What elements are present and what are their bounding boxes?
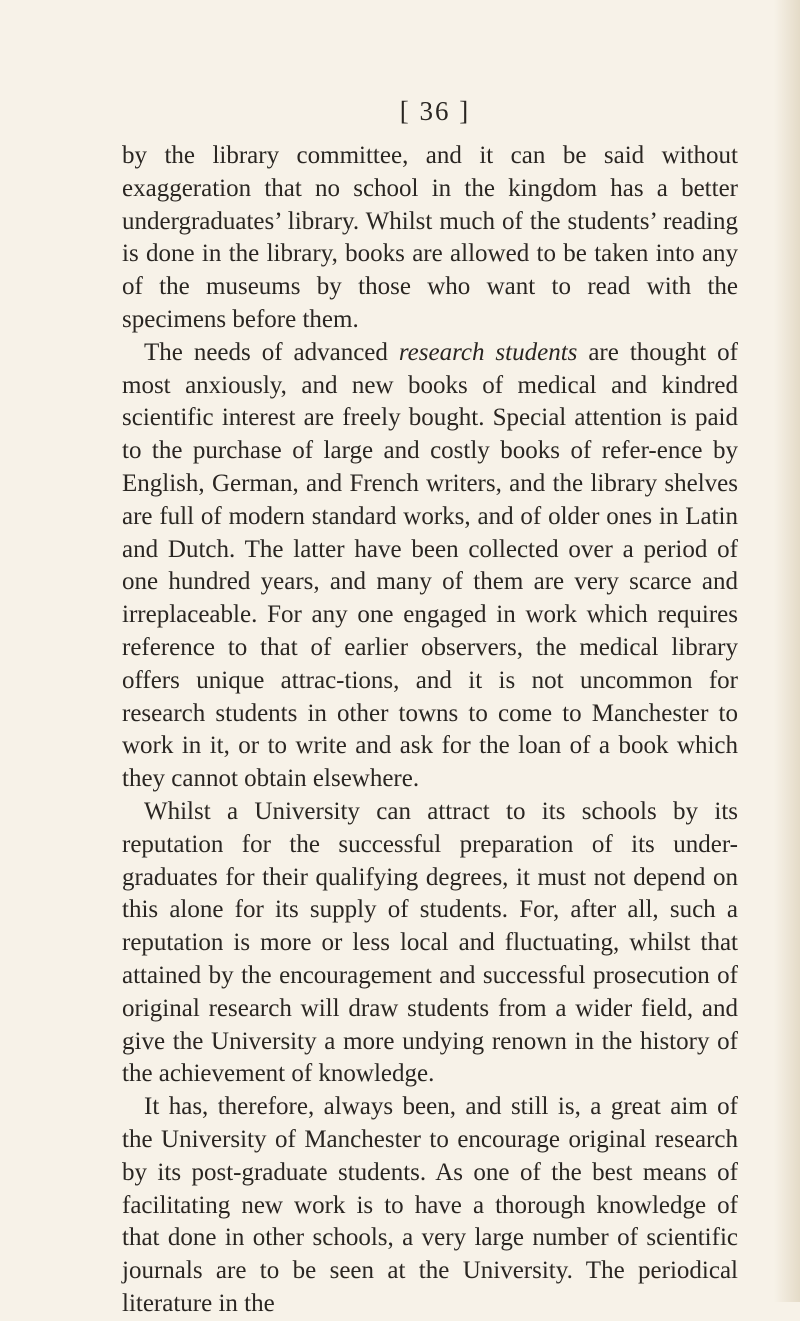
paragraph-2-rest: are thought of most anxiously, and new books of medical and kindred scientific interest are freely bought. Special attention is paid to the purchase of large and costly books of refer-ence by English, German, and French writers, and the library shelves are full of modern standard works, and of older ones in Latin and Dutch. The latter have been collected over a period of one hundred years, and many of them are very scarce and irreplaceable. For any one engaged in work which requires reference to that of earlier observers, the medical library offers unique attrac-tions, and it is not uncommon for research students in other towns to come to Manchester to work in it, or to write and ask for the loan of a book which they cannot obtain elsewhere.: [122, 338, 738, 793]
paragraph-4: It has, therefore, always been, and still is, a great aim of the University of Manchester to encourage original research by its post-graduate students. As one of the best means of facilitating new work is to have a thorough knowledge of that done in other schools, a very large number of scientific journals are to be seen at the University. The periodical literature in the: [122, 1093, 738, 1317]
paragraph-2: [122, 337, 738, 796]
page-number: [ 36 ]: [399, 96, 471, 126]
paragraph-3: Whilst a University can attract to its schools by its reputation for the successful preparation of its under-graduates for their qualifying degrees, it must not depend on this alone for its supply of students. For, after all, such a reputation is more or less local and fluctuating, whilst that attained by the encouragement and successful prosecution of original research will draw students from a wider field, and give the University a more undying renown in the history of the achievement of knowledge.: [122, 797, 738, 1088]
paragraph-2-start: The needs of advanced: [144, 338, 399, 366]
italic-research-students: research students: [398, 338, 578, 366]
paragraph-1: by the library committee, and it can be said without exaggeration that no school in the kingdom has a better undergraduates’ library. Whilst much of the students’ reading is done in the library, books are allowed to be taken into any of the museums by those who want to read with the specimens before them.: [122, 142, 738, 333]
page-edge-shadow: [774, 0, 800, 1302]
body-text: [122, 140, 738, 1321]
